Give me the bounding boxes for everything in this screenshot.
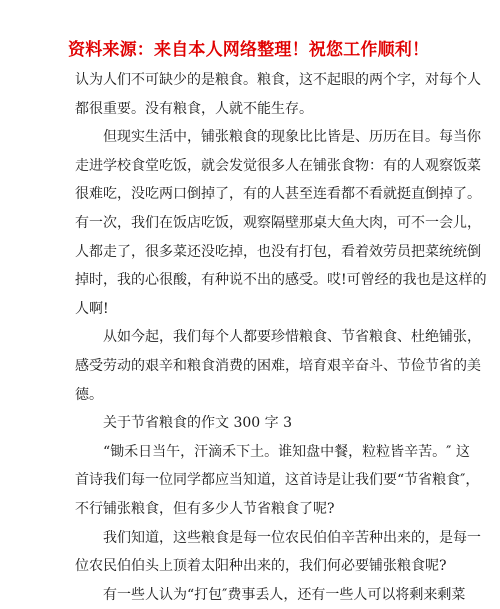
text-line: 感受劳动的艰辛和粮食消费的困难，培育艰辛奋斗、节俭节省的美 (75, 357, 481, 374)
text-line: 我们知道，这些粮食是每一位农民伯伯辛苦种出来的，是每一 (103, 529, 481, 546)
text-line: 人啊! (75, 300, 109, 317)
text-line: 人都走了，很多菜还没吃掉，也没有打包，看着效劳员把菜统统倒 (75, 243, 481, 260)
text-line: 掉时，我的心很酸，有种说不出的感受。哎!可曾经的我也是这样的 (75, 272, 487, 289)
text-line: 位农民伯伯头上顶着太阳种出来的，我们何必要铺张粮食呢? (75, 558, 447, 575)
text-line: 关于节省粮食的作文 300 字 3 (103, 415, 292, 432)
text-line: 从如今起，我们每个人都要珍惜粮食、节省粮食、杜绝铺张， (103, 329, 481, 346)
text-line: 很难吃，没吃两口倒掉了，有的人甚至连看都不看就挺直倒掉了。 (75, 186, 481, 203)
text-line: 首诗我们每一位同学都应当知道，这首诗是让我们要“节省粮食″， (75, 472, 480, 489)
text-line: 有一次，我们在饭店吃饭，观察隔壁那桌大鱼大肉，可不一会儿， (75, 214, 481, 231)
document-body (75, 66, 487, 609)
text-line: 但现实生活中，铺张粮食的现象比比皆是、历历在目。每当你 (103, 129, 481, 146)
text-line: 德。 (75, 386, 103, 403)
text-line: 不行铺张粮食，但有多少人节省粮食了呢? (75, 500, 335, 517)
text-line: 有一些人认为“打包″费事丢人，还有一些人可以将剩来剩菜 (103, 586, 466, 603)
text-line: “锄禾日当午，汗滴禾下土。谁知盘中餐，粒粒皆辛苦。″ 这 (103, 443, 470, 460)
text-line: 认为人们不可缺少的是粮食。粮食，这不起眼的两个字，对每个人 (75, 72, 481, 88)
text-line: 走进学校食堂吃饭，就会发觉很多人在铺张食物：有的人观察饭菜 (75, 157, 481, 174)
source-header: 资料来源：来自本人网络整理！祝您工作顺利！ (68, 40, 430, 60)
text-line: 都很重要。没有粮食，人就不能生存。 (75, 100, 313, 117)
